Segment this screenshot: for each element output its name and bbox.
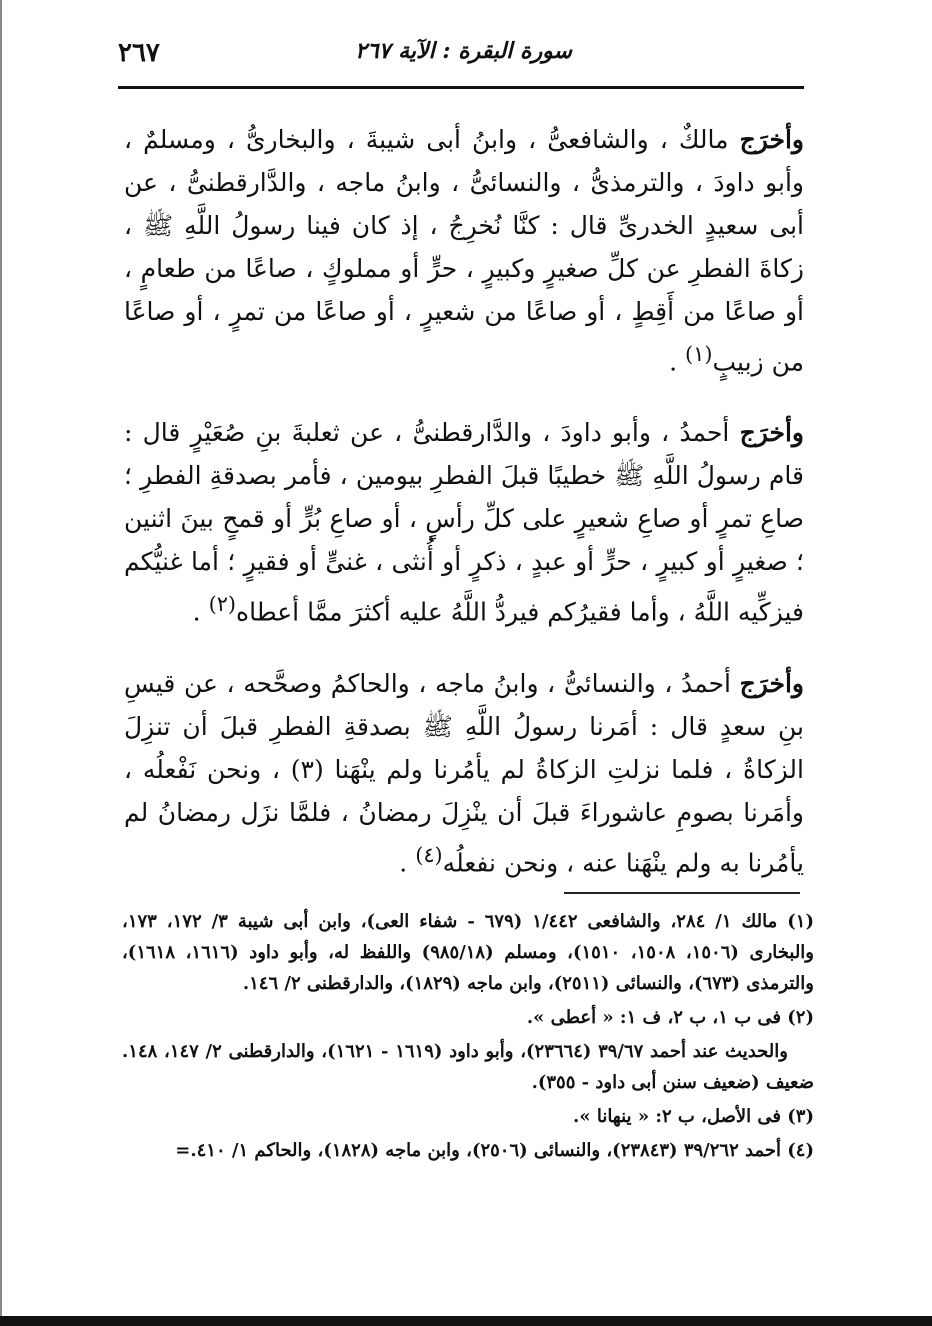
running-title: سورة البقرة : الآية ٢٦٧ xyxy=(355,38,572,64)
footnote-2: (٢) فى ب ١، ب ٢، ف ١: « أعطى ». xyxy=(526,1007,814,1028)
paragraph-lead: وأخرَج xyxy=(739,418,804,448)
header-rule xyxy=(118,86,804,89)
paragraph-text: مالكٌ ، والشافعىُّ ، وابنُ أبى شيبةَ ، والبخارىُّ ، ومسلمٌ ، وأبو داودَ ، والترمذىُّ ، والنسائىُّ ، وابنُ ماجه ، والدَّارقطنىُّ ، عن أبى سعيدٍ الخدرىِّ قال : كنَّا نُخرِجُ ، إذ كان فينا رسولُ اللَّهِ ﷺ ، زكاةَ الفطرِ عن كلِّ صغيرٍ وكبيرٍ ، حرٍّ أو مملوكٍ ، صاعًا من طعامٍ ، أو صاعًا من أَقِطٍ ، أو صاعًا من شعيرٍ ، أو صاعًا من تمرٍ ، أو صاعًا من زبيبٍ xyxy=(124,125,804,377)
paragraph-text: أحمدُ ، وأبو داودَ ، والدَّارقطنىُّ ، عن ثعلبةَ بنِ صُعَيْرٍ قال : قام رسولُ اللَّهِ ﷺ خطيبًا قبلَ الفطرِ بيومين ، فأمر بصدقةِ الفطرِ ؛ صاعِ تمرٍ أو صاعِ شعيرٍ على كلِّ رأسٍ ، أو صاعِ بُرٍّ أو قمحٍ بينَ اثنين ؛ صغيرٍ أو كبيرٍ ، حرٍّ أو عبدٍ ، ذكرٍ أو أُنثى ، غنىٍّ أو فقيرٍ ؛ أما غنيُّكم فيزكِّيه اللَّهُ ، وأما فقيرُكم فيردُّ اللَّهُ عليه أكثرَ ممَّا أعطاه xyxy=(124,418,804,627)
footnote-ref: (٢) xyxy=(208,592,237,617)
footnote-rule xyxy=(564,892,800,894)
paragraph-3: وأخرَج أحمدُ ، والنسائىُّ ، وابنُ ماجه ، والحاكمُ وصحَّحه ، عن قيسِ بنِ سعدٍ قال : أمَرنا رسولُ اللَّهِ ﷺ بصدقةِ الفطرِ قبلَ أن تنزِلَ الزكاةُ ، فلما نزلتِ الزكاةُ لم يأمُرنا ولم ينْهَنا (٣) ، ونحن نَفْعلُه ، وأمَرنا بصومِ عاشوراءَ قبلَ أن ينْزِلَ رمضانُ ، فلمَّا نزَل رمضانُ لم يأمُرنا به ولم ينْهَنا عنه ، ونحن نفعلُه$^{(٤)}$ . xyxy=(124,668,804,877)
footnote-ref: (١) xyxy=(685,342,713,366)
paragraph-1: وأخرَج مالكٌ ، والشافعىُّ ، وابنُ أبى شيبةَ ، والبخارىُّ ، ومسلمٌ ، وأبو داودَ ، والترمذىُّ ، والنسائىُّ ، وابنُ ماجه ، والدَّارقطنىُّ ، عن أبى سعيدٍ الخدرىِّ قال : كنَّا نُخرِجُ ، إذ كان فينا رسولُ اللَّهِ ﷺ ، زكاةَ الفطرِ عن كلِّ صغيرٍ وكبيرٍ ، حرٍّ أو مملوكٍ ، صاعًا من طعامٍ ، أو صاعًا من أَقِطٍ ، أو صاعًا من شعيرٍ ، أو صاعًا من تمرٍ ، أو صاعًا من زبيبٍ$^{(١)}$ . xyxy=(124,125,804,377)
footnote-4: (٤) أحمد ٣٩/٢٦٢ (٢٣٨٤٣)، والنسائى (٢٥٠٦)، وابن ماجه (١٨٢٨)، والحاكم ١/ ٤١٠.= xyxy=(175,1140,814,1161)
page-number: ٢٦٧ xyxy=(118,38,160,68)
scan-bottom-border xyxy=(0,1316,932,1326)
footnote-3: (٣) فى الأصل، ب ٢: « ينهانا ». xyxy=(573,1106,814,1127)
footnote-ref: (٤) xyxy=(415,842,443,867)
footnotes xyxy=(122,906,814,1169)
page-edge-shadow xyxy=(0,0,2,1326)
footnote-1: (١) مالك ١/ ٢٨٤، والشافعى ١/٤٤٢ (٦٧٩ - شفاء العى)، وابن أبى شيبة ٣/ ١٧٢، ١٧٣، والبخارى (١٥٠٦، ١٥٠٨، ١٥١٠)، ومسلم (٩٨٥/١٨) واللفظ له، وأبو داود (١٦١٦، ١٦١٨)، والترمذى (٦٧٣)، والنسائى (٢٥١١)، وابن ماجه (١٨٢٩)، والدارقطنى ٢/ ١٤٦. xyxy=(122,911,814,994)
footnote-2-continuation: والحديث عند أحمد ٣٩/٦٧ (٢٣٦٦٤)، وأبو داود (١٦١٩ - ١٦٢١)، والدارقطنى ٢/ ١٤٧، ١٤٨. ضعيف (ضعيف سنن أبى داود - ٣٥٥). xyxy=(122,1041,814,1093)
main-text xyxy=(124,118,804,912)
paragraph-text: أحمدُ ، والنسائىُّ ، وابنُ ماجه ، والحاكمُ وصحَّحه ، عن قيسِ بنِ سعدٍ قال : أمَرنا رسولُ اللَّهِ ﷺ بصدقةِ الفطرِ قبلَ أن تنزِلَ الزكاةُ ، فلما نزلتِ الزكاةُ لم يأمُرنا ولم ينْهَنا (٣) ، ونحن نَفْعلُه ، وأمَرنا بصومِ عاشوراءَ قبلَ أن ينْزِلَ رمضانُ ، فلمَّا نزَل رمضانُ لم يأمُرنا به ولم ينْهَنا عنه ، ونحن نفعلُه xyxy=(124,668,804,877)
paragraph-lead: وأخرَج xyxy=(739,668,804,698)
page-header xyxy=(118,38,804,72)
paragraph-lead: وأخرَج xyxy=(739,125,804,154)
paragraph-2: وأخرَج أحمدُ ، وأبو داودَ ، والدَّارقطنىُّ ، عن ثعلبةَ بنِ صُعَيْرٍ قال : قام رسولُ اللَّهِ ﷺ خطيبًا قبلَ الفطرِ بيومين ، فأمر بصدقةِ الفطرِ ؛ صاعِ تمرٍ أو صاعِ شعيرٍ على كلِّ رأسٍ ، أو صاعِ بُرٍّ أو قمحٍ بينَ اثنين ؛ صغيرٍ أو كبيرٍ ، حرٍّ أو عبدٍ ، ذكرٍ أو أُنثى ، غنىٍّ أو فقيرٍ ؛ أما غنيُّكم فيزكِّيه اللَّهُ ، وأما فقيرُكم فيردُّ اللَّهُ عليه أكثرَ ممَّا أعطاه$^{(٢)}$ . xyxy=(124,418,804,627)
